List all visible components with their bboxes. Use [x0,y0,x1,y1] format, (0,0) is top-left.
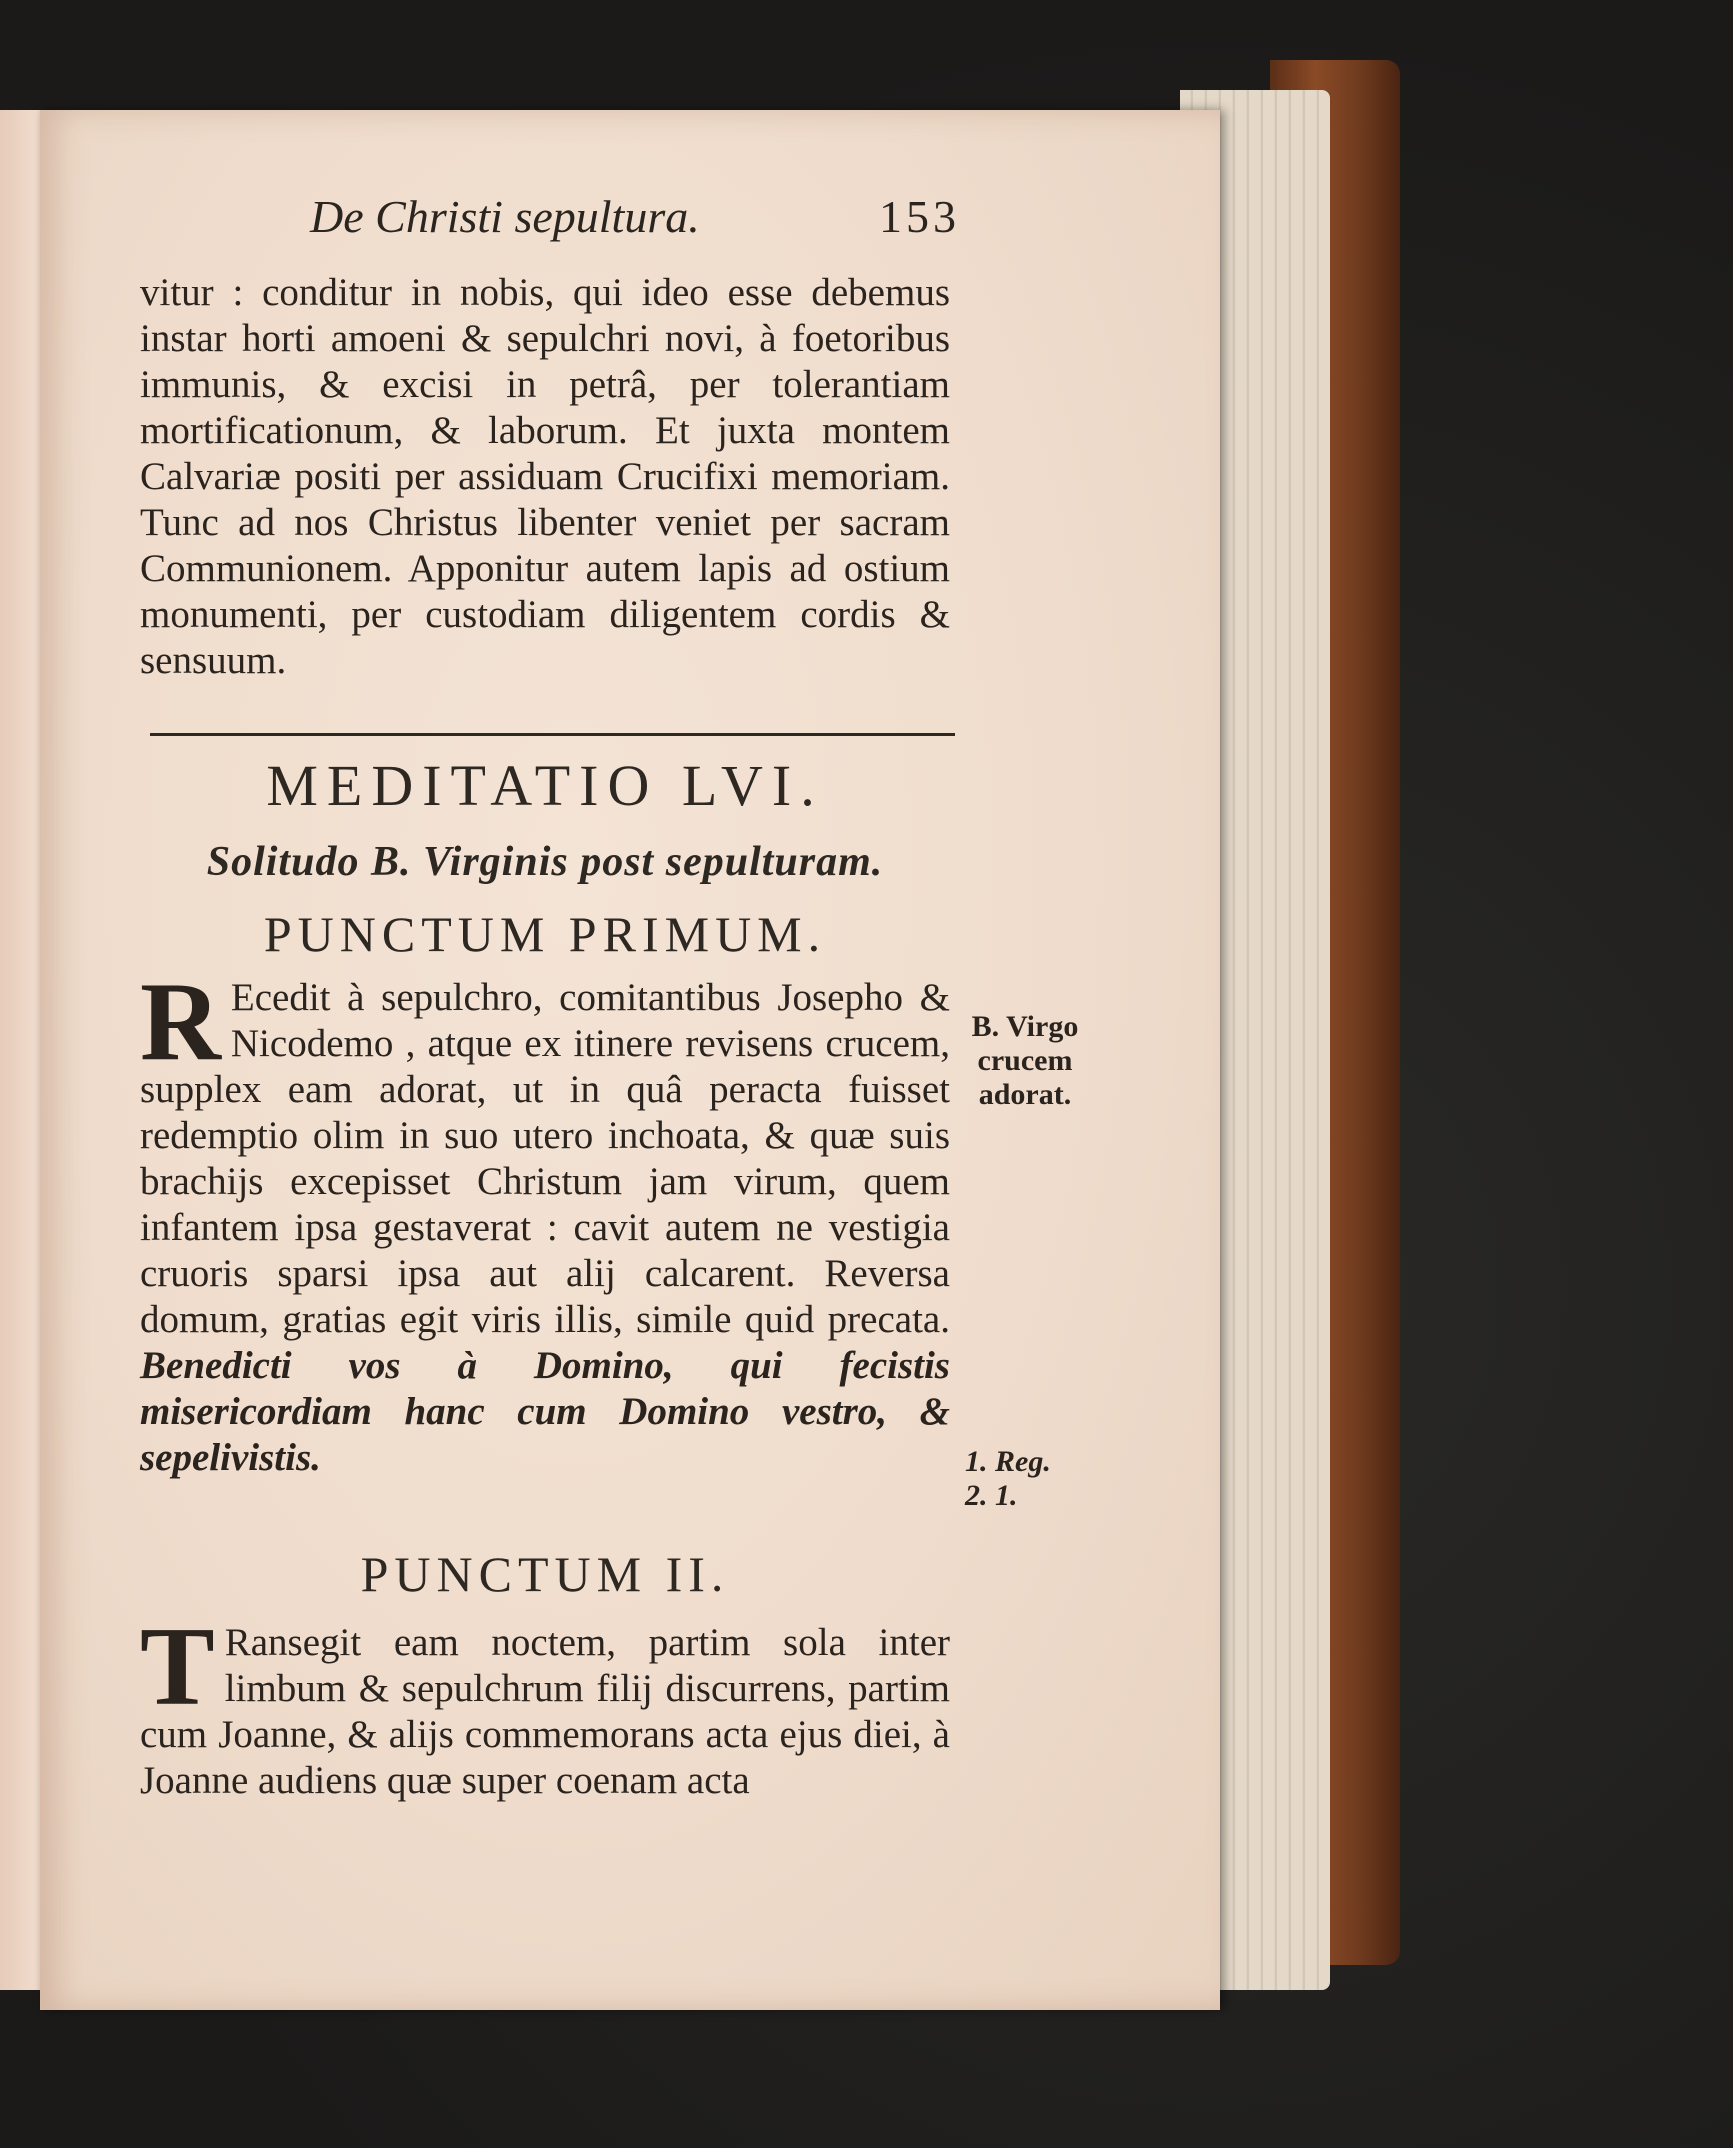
point-one-block [140,960,950,1481]
running-header [310,190,960,260]
point-two-block [140,1605,950,1804]
margin-note-virgin: B. Virgo crucem adorat. [971,1010,1079,1111]
point-two-text: Ransegit eam noctem, partim sola inter limbum & sepulchrum filij discurrens, partim cum Joanne, & alijs commemorans acta ejus diei, à Joanne audiens quæ super coenam acta [140,1621,950,1802]
meditation-subtitle: Solitudo B. Virginis post sepulturam. [206,839,884,885]
page-number: 153 [879,191,960,242]
meditation-title: MEDITATIO LVI. [266,753,824,818]
running-title: De Christi sepultura. [310,191,700,242]
point-one-heading: PUNCTUM PRIMUM. [263,906,827,962]
point-two-paragraph [140,1605,950,1804]
section-divider [150,733,955,736]
point-one-paragraph [140,960,950,1481]
scripture-quote: Benedicti vos à Domino, qui fecistis misericordiam hanc cum Domino vestro, & sepelivistis. [140,1344,950,1479]
point-one-text: Ecedit à sepulchro, comitantibus Josepho & Nicodemo , atque ex itinere revisens crucem, supplex eam adorat, ut in quâ peracta fuisset redemptio olim in suo utero inchoata, & quæ suis brachijs excepisset Christum jam virum, quem infantem ipsa gestaverat : cavit autem ne vestigia cruoris sparsi ipsa aut alij calcarent. Reversa domum, gratias egit viris illis, simile quid precata. [140,976,950,1341]
top-paragraph-block [140,270,950,684]
dropcap-t: T [140,1605,215,1729]
margin-note-reference: 1. Reg. 2. 1. [965,1445,1051,1512]
top-paragraph: vitur : conditur in nobis, qui ideo esse debemus instar horti amoeni & sepulchri novi, à foetoribus immunis, & excisi in petrâ, per tolerantiam mortificationum, & laborum. Et juxta montem Calvariæ positi per assiduam Crucifixi memoriam. Tunc ad nos Christus libenter veniet per sacram Communionem. Apponitur autem lapis ad ostium monumenti, per custodiam diligentem cordis & sensuum. [140,271,950,682]
point-two-heading: PUNCTUM II. [360,1546,730,1602]
dropcap-r: R [140,960,221,1084]
